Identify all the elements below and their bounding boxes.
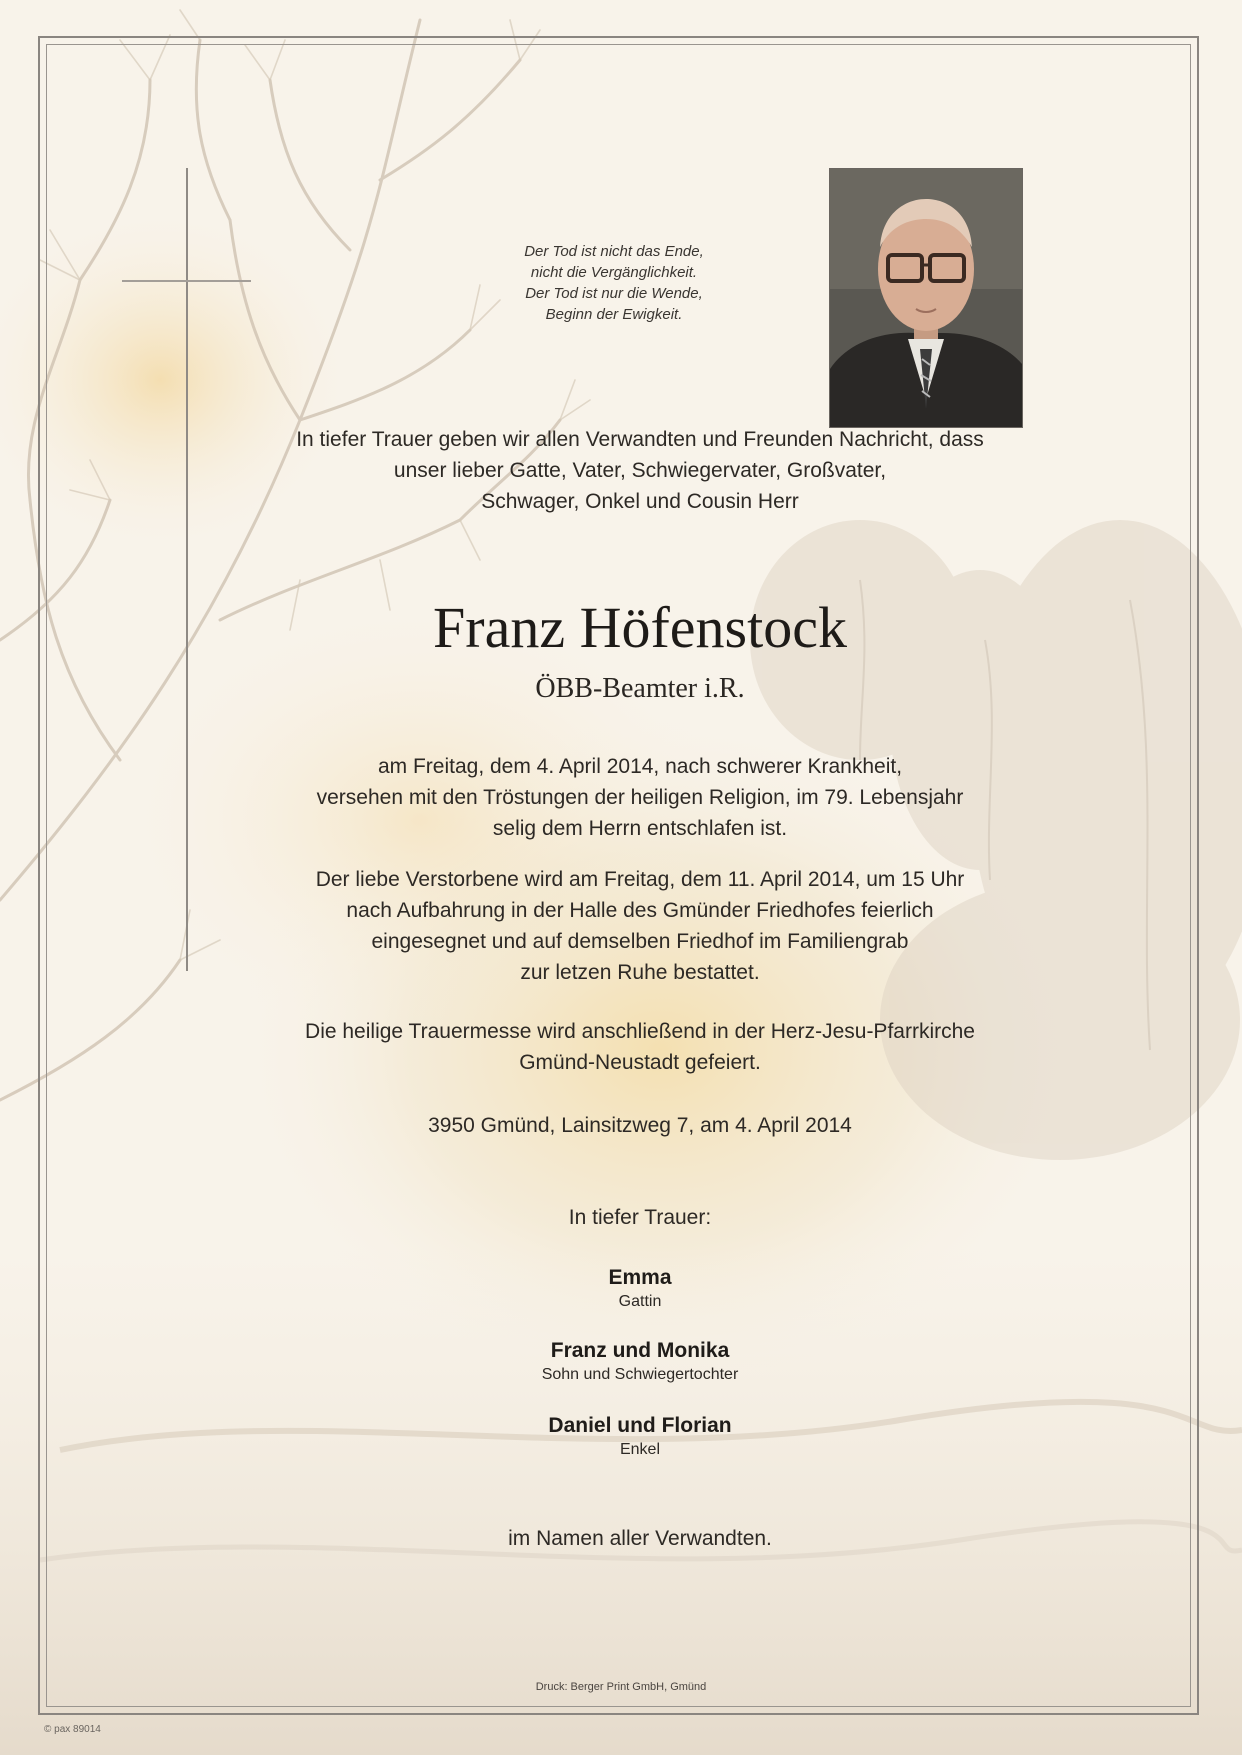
place-date: 3950 Gmünd, Lainsitzweg 7, am 4. April 2014 — [428, 1114, 852, 1137]
deceased-name: Franz Höfenstock — [433, 595, 847, 660]
cross-vertical-bar — [186, 168, 188, 971]
memorial-poem — [440, 241, 788, 325]
mourner-name: Franz und Monika — [550, 1339, 730, 1362]
poem-line: nicht die Vergänglichkeit. — [530, 264, 698, 281]
mourner-relation: Sohn und Schwiegertochter — [541, 1366, 739, 1383]
deceased-title: ÖBB-Beamter i.R. — [535, 673, 745, 704]
death-line: am Freitag, dem 4. April 2014, nach schwerer Krankheit, — [377, 755, 903, 778]
mourner-relation: Enkel — [619, 1441, 661, 1458]
mass-paragraph — [240, 1016, 1040, 1078]
intro-line: In tiefer Trauer geben wir allen Verwandten und Freunden Nachricht, dass — [296, 428, 984, 451]
portrait-photo — [829, 168, 1023, 428]
poem-line: Der Tod ist nur die Wende, — [525, 285, 703, 302]
funeral-line: Der liebe Verstorbene wird am Freitag, dem 11. April 2014, um 15 Uhr — [315, 868, 965, 891]
portrait-image — [830, 169, 1022, 427]
mourner-entry — [240, 1339, 1040, 1384]
death-paragraph — [240, 751, 1040, 844]
closing-line: im Namen aller Verwandten. — [508, 1527, 772, 1550]
intro-line: unser lieber Gatte, Vater, Schwiegervater, Großvater, — [393, 459, 887, 482]
mass-line: Gmünd-Neustadt gefeiert. — [519, 1051, 761, 1074]
mourner-name: Emma — [608, 1266, 672, 1289]
cross-horizontal-bar — [122, 280, 251, 282]
mourner-entry — [240, 1266, 1040, 1311]
mourner-entry — [240, 1414, 1040, 1459]
poem-line: Der Tod ist nicht das Ende, — [524, 243, 704, 260]
mass-line: Die heilige Trauermesse wird anschließend in der Herz-Jesu-Pfarrkirche — [305, 1020, 975, 1043]
funeral-line: zur letzen Ruhe bestattet. — [520, 961, 760, 984]
printer-credit: Druck: Berger Print GmbH, Gmünd — [535, 1681, 707, 1693]
funeral-line: nach Aufbahrung in der Halle des Gmünder Friedhofes feierlich — [346, 899, 934, 922]
mourner-relation: Gattin — [618, 1293, 662, 1310]
poem-line: Beginn der Ewigkeit. — [545, 306, 683, 323]
product-code: © pax 89014 — [44, 1724, 101, 1735]
death-line: selig dem Herrn entschlafen ist. — [492, 817, 788, 840]
death-line: versehen mit den Tröstungen der heiligen Religion, im 79. Lebensjahr — [316, 786, 964, 809]
mourner-name: Daniel und Florian — [548, 1414, 732, 1437]
intro-line: Schwager, Onkel und Cousin Herr — [481, 490, 799, 513]
mourners-heading: In tiefer Trauer: — [568, 1206, 712, 1229]
funeral-paragraph — [240, 864, 1040, 988]
intro-paragraph — [240, 424, 1040, 517]
funeral-line: eingesegnet und auf demselben Friedhof im Familiengrab — [371, 930, 909, 953]
